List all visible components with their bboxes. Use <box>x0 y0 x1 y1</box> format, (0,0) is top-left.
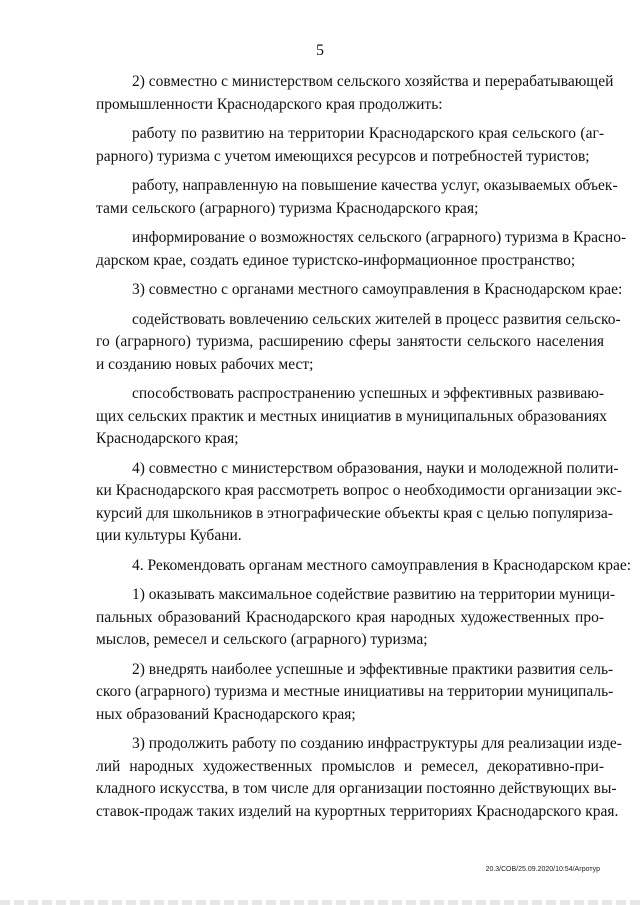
paragraph-line: 2) совместно с министерством сельского хозяйства и перерабатывающей <box>132 73 614 90</box>
paragraph-line: 4) совместно с министерством образования, науки и молодежной полити- <box>132 459 619 477</box>
paragraph-line: ставок-продаж таких изделий на курортных территориях Краснодарского края. <box>96 802 619 820</box>
paragraph <box>96 175 618 220</box>
page-number: 5 <box>316 42 324 59</box>
paragraph-line: 3) совместно с органами местного самоуправления в Краснодарском крае: <box>132 281 623 298</box>
paragraph <box>96 71 614 116</box>
paragraph-line: ции культуры Кубани. <box>96 527 242 544</box>
paragraph-line: ского (аграрного) туризма и местные инициативы на территории муниципаль- <box>96 683 614 700</box>
paragraph-line: содействовать вовлечению сельских жителей в процесс развития сельско- <box>132 310 621 328</box>
paragraph <box>96 227 627 272</box>
paragraph-line: лий народных художественных промыслов и ремесел, декоративно-при- <box>96 757 604 775</box>
paragraph-line: щих сельских практик и местных инициатив в муниципальных образованиях <box>96 407 608 425</box>
paragraph-line: работу, направленную на повышение качества услуг, оказываемых объек- <box>132 177 618 194</box>
paragraph-line: тами сельского (аграрного) туризма Краснодарского края; <box>96 199 479 217</box>
paragraph <box>96 383 608 451</box>
paragraph-line: ки Краснодарского края рассмотреть вопрос о необходимости организации экс- <box>96 482 622 499</box>
paragraph <box>96 733 622 823</box>
paragraph-line: способствовать распространению успешных и эффективных развиваю- <box>132 385 604 402</box>
paragraph-line: го (аграрного) туризма, расширению сферы занятости сельского населения <box>96 333 604 350</box>
document-body <box>96 71 632 830</box>
paragraph-line: пальных образований Краснодарского края народных художественных про- <box>96 608 604 626</box>
paragraph-line: 3) продолжить работу по созданию инфраструктуры для реализации изде- <box>132 735 622 752</box>
paragraph <box>96 584 616 652</box>
paragraph <box>96 659 614 727</box>
paragraph <box>96 458 622 548</box>
footer-code: 20.3/СОВ/25.09.2020/10:54/Агротур <box>485 866 600 873</box>
paragraph-line: и созданию новых рабочих мест; <box>96 355 314 373</box>
paragraph-line: работу по развитию на территории Краснодарского края сельского (аг- <box>132 125 604 142</box>
paragraph-line: 4. Рекомендовать органам местного самоуправления в Краснодарском крае: <box>132 556 632 574</box>
paragraph-line: мыслов, ремесел и сельского (аграрного) туризма; <box>96 631 428 648</box>
paragraph <box>96 555 632 578</box>
paragraph-line: дарском крае, создать единое туристско-информационное пространство; <box>96 251 576 269</box>
paragraph-line: рарного) туризма с учетом имеющихся ресурсов и потребностей туристов; <box>96 147 590 165</box>
paragraph <box>96 309 621 377</box>
paragraph-line: 1) оказывать максимальное содействие развитию на территории муници- <box>132 586 616 603</box>
paragraph <box>96 279 623 302</box>
paragraph <box>96 123 604 168</box>
paragraph-line: информирование о возможностях сельского (аграрного) туризма в Красно- <box>132 229 627 246</box>
paragraph-line: ных образований Краснодарского края; <box>96 705 356 723</box>
paragraph-line: промышленности Краснодарского края продолжить: <box>96 95 443 113</box>
paragraph-line: кладного искусства, в том числе для организации постоянно действующих вы- <box>96 780 617 797</box>
paragraph-line: Краснодарского края; <box>96 430 239 447</box>
paragraph-line: курсий для школьников в этнографические объекты края с целью популяриза- <box>96 504 613 522</box>
paragraph-line: 2) внедрять наиболее успешные и эффективные практики развития сель- <box>132 660 614 678</box>
scan-edge <box>0 900 640 905</box>
